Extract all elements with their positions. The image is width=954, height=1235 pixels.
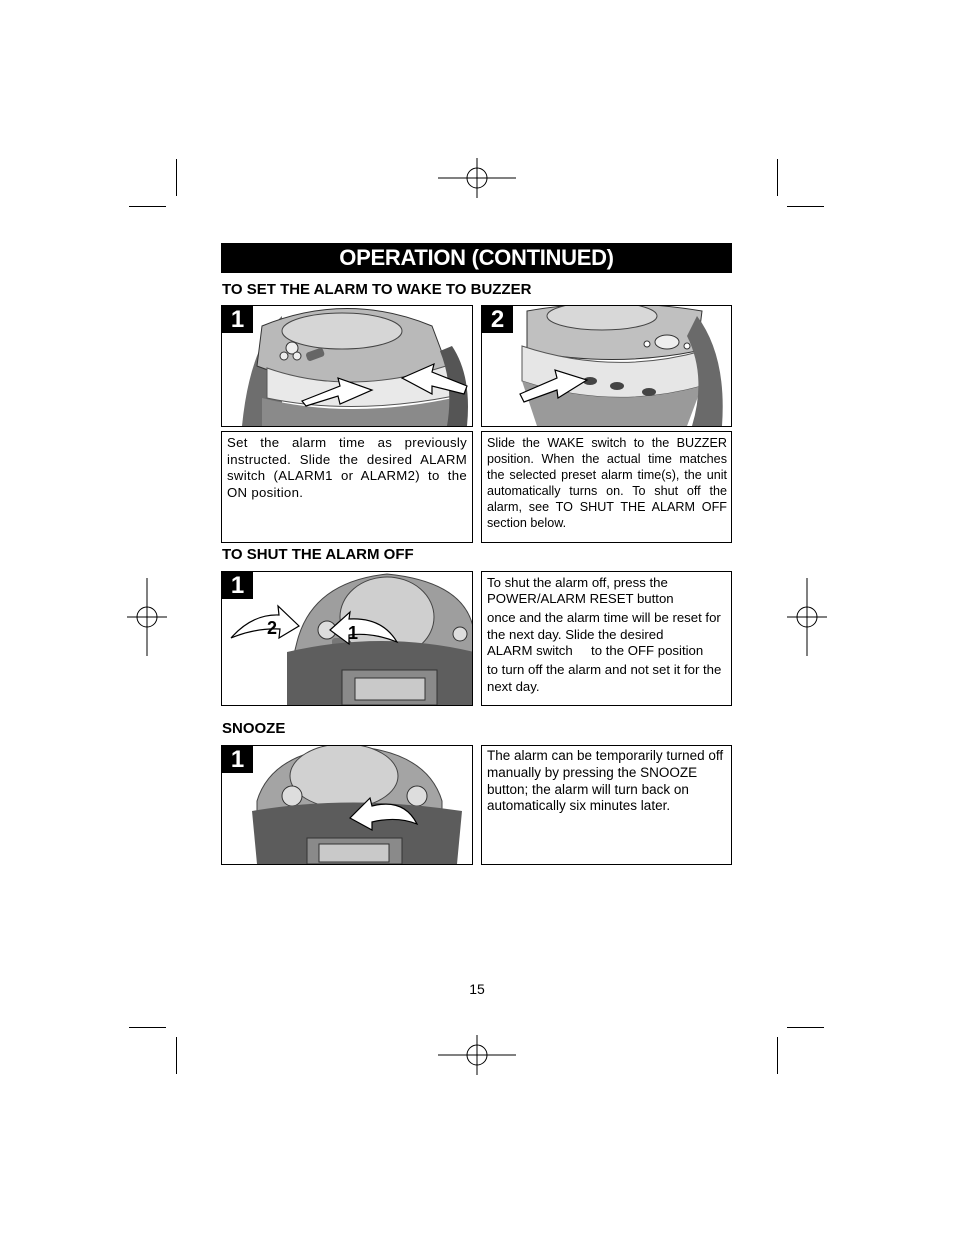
wake-step2-text: Slide the WAKE switch to the BUZZER position. When the actual time matches the selected preset alarm time(s), the unit automatically turns on. To shut off the alarm, see TO SHUT THE ALARM OFF section below. [487,436,727,530]
wake-step1-text: Set the alarm time as previously instructed. Slide the desired ALARM switch (ALARM1 or ALARM2) to the ON position. [227,435,467,500]
section-title-snooze: SNOOZE [222,720,286,737]
arrow-label-1: 1 [348,623,359,643]
wake-step2-illustration [481,305,732,427]
step-number-badge: 1 [222,306,253,333]
shutoff-text-line4: ALARM switch to the OFF position [487,643,704,658]
arrow-label-2: 2 [267,618,278,638]
step-number-badge: 1 [222,746,253,773]
section-title-wake: TO SET THE ALARM TO WAKE TO BUZZER [222,281,532,298]
snooze-text-box [481,745,732,865]
registration-mark-bottom [438,1035,516,1075]
step-number-badge: 2 [482,306,513,333]
step-number-badge: 1 [222,572,253,599]
snooze-step1-illustration [221,745,473,865]
wake-step1-illustration [221,305,473,427]
shutoff-text-line3: once and the alarm time will be reset for the next day. Slide the desired [487,610,721,642]
section-title-shutoff: TO SHUT THE ALARM OFF [222,546,414,563]
shutoff-text-line1: To shut the alarm off, press the [487,575,668,590]
radio-side-illustration [222,306,472,426]
wake-step2-text-box [481,431,732,543]
wake-step1-text-box [221,431,473,543]
shutoff-text-line2: POWER/ALARM RESET button [487,591,674,606]
shutoff-step1-illustration [221,571,473,706]
registration-mark-right [787,578,827,656]
page-number: 15 [469,981,485,997]
snooze-text: The alarm can be temporarily turned off manually by pressing the SNOOZE button; the alarm will turn back on automatically six minutes later. [487,748,724,814]
radio-top-illustration [222,572,472,705]
registration-mark-left [127,578,167,656]
radio-front-illustration [222,746,472,864]
radio-switches-illustration [482,306,731,426]
shutoff-text-box [481,571,732,706]
registration-mark-top [438,158,516,198]
shutoff-text-line5: to turn off the alarm and not set it for the next day. [487,662,722,694]
page-title: OPERATION (CONTINUED) [221,243,732,273]
